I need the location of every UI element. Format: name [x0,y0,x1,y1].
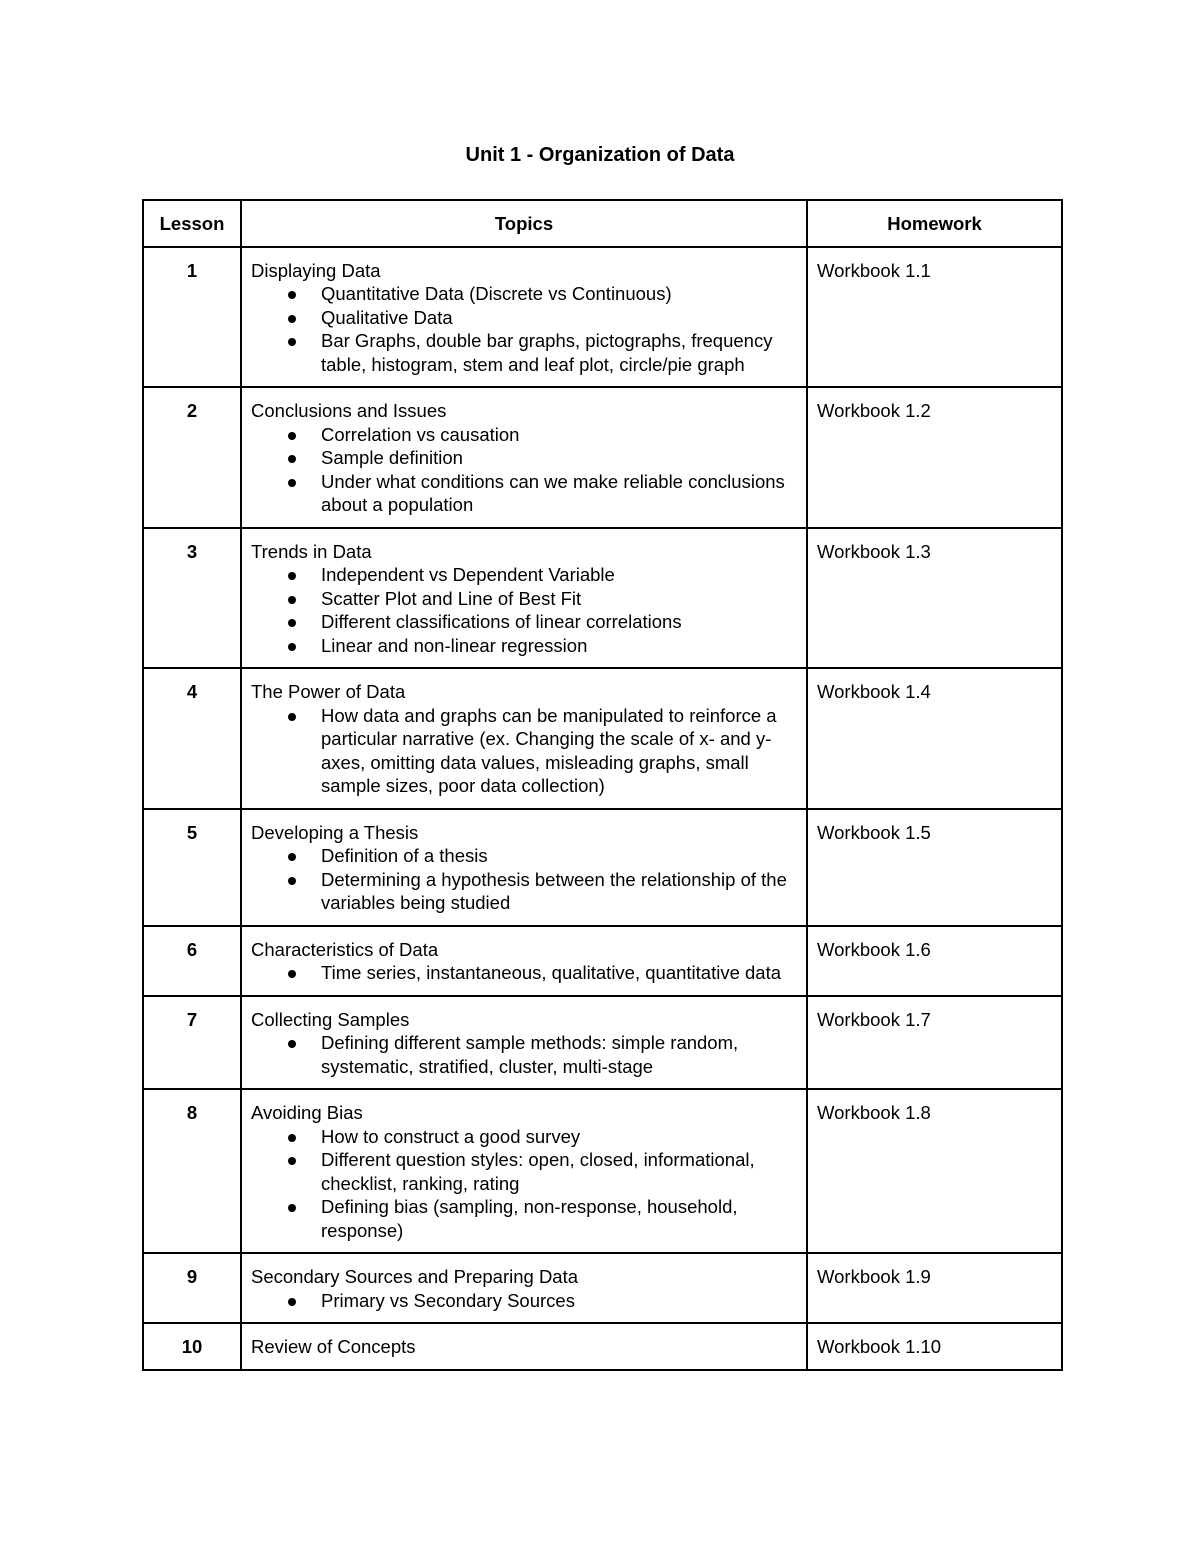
topic-bullet-list [251,282,797,376]
homework-cell: Workbook 1.3 [807,528,1062,669]
topic-bullet-item [321,1148,797,1195]
table-row [143,996,1062,1090]
topic-bullet-text: Different classifications of linear correlations [321,611,682,632]
topic-bullet-list [251,423,797,517]
bullet-icon [288,643,296,651]
topic-bullet-item [321,1289,797,1313]
topic-title: Developing a Thesis [251,821,419,843]
table-row [143,809,1062,926]
topic-title: Displaying Data [251,259,381,281]
topics-cell [241,809,807,926]
topic-bullet-text: Correlation vs causation [321,423,520,445]
topic-bullet-item [321,610,797,634]
topic-bullet-item [321,329,797,376]
page-title: Unit 1 - Organization of Data [465,144,735,166]
topic-bullet-text: How to construct a good survey [321,1125,581,1147]
topic-bullet-text: Defining different sample methods: simple random, systematic, stratified, cluster, multi-stage [321,1032,739,1077]
table-row [143,1323,1062,1370]
topic-bullet-list [251,1289,797,1313]
topic-bullet-list [251,563,797,657]
header-homework: Homework [807,200,1062,247]
topic-bullet-text: Quantitative Data (Discrete vs Continuous) [321,283,672,304]
topic-bullet-text: Linear and non-linear regression [321,634,588,656]
topic-title: Characteristics of Data [251,938,439,960]
bullet-icon [288,572,296,580]
bullet-icon [288,1040,296,1048]
topic-bullet-item [321,1125,797,1149]
topic-bullet-list [251,844,797,915]
table-header-row [143,200,1062,247]
topic-title: The Power of Data [251,681,406,702]
topic-bullet-text: Determining a hypothesis between the relationship of the variables being studied [321,868,787,913]
bullet-icon [288,479,296,487]
homework-cell: Workbook 1.7 [807,996,1062,1090]
table-row [143,387,1062,528]
homework-cell: Workbook 1.5 [807,809,1062,926]
table-row [143,926,1062,996]
topics-cell [241,387,807,528]
topics-cell [241,528,807,669]
bullet-icon [288,596,296,604]
table-row [143,1089,1062,1253]
topics-cell [241,247,807,388]
table-body [143,247,1062,1370]
bullet-icon [288,315,296,323]
topics-cell [241,1253,807,1323]
bullet-icon [288,338,296,346]
topic-bullet-text: Different question styles: open, closed, informational, checklist, ranking, rating [321,1149,755,1194]
bullet-icon [288,1157,296,1165]
homework-cell: Workbook 1.10 [807,1323,1062,1370]
bullet-icon [288,455,296,463]
topic-bullet-item [321,563,797,587]
topic-bullet-item [321,844,797,868]
topic-bullet-item [321,868,797,915]
homework-cell: Workbook 1.4 [807,668,1062,809]
lesson-number: 7 [143,996,241,1090]
topic-bullet-text: Sample definition [321,447,463,468]
topic-bullet-item [321,634,797,658]
bullet-icon [288,432,296,440]
topic-bullet-item [321,704,797,798]
topic-bullet-text: Scatter Plot and Line of Best Fit [321,587,582,609]
homework-cell: Workbook 1.2 [807,387,1062,528]
table-row [143,247,1062,388]
topic-bullet-text: Time series, instantaneous, qualitative, quantitative data [321,962,782,983]
header-lesson: Lesson [143,200,241,247]
topics-cell [241,1089,807,1253]
topic-bullet-text: Defining bias (sampling, non-response, household, response) [321,1196,738,1241]
lesson-number: 3 [143,528,241,669]
lesson-number: 4 [143,668,241,809]
homework-cell: Workbook 1.9 [807,1253,1062,1323]
lesson-table [142,199,1063,1371]
bullet-icon [288,713,296,721]
homework-cell: Workbook 1.1 [807,247,1062,388]
topic-bullet-list [251,704,797,798]
topic-bullet-item [321,306,797,330]
topic-bullet-item [321,282,797,306]
table-row [143,1253,1062,1323]
topic-bullet-item [321,470,797,517]
topic-bullet-item [321,423,797,447]
topic-bullet-text: Qualitative Data [321,306,453,328]
lesson-number: 5 [143,809,241,926]
topic-title: Collecting Samples [251,1008,410,1030]
topic-title: Secondary Sources and Preparing Data [251,1266,579,1287]
bullet-icon [288,1134,296,1142]
topics-cell [241,926,807,996]
bullet-icon [288,619,296,627]
topic-bullet-text: Primary vs Secondary Sources [321,1289,575,1311]
topic-bullet-list [251,1125,797,1243]
lesson-number: 2 [143,387,241,528]
topics-cell [241,1323,807,1370]
topic-bullet-item [321,961,797,985]
bullet-icon [288,1298,296,1306]
lesson-number: 9 [143,1253,241,1323]
lesson-number: 10 [143,1323,241,1370]
bullet-icon [288,853,296,861]
table-row [143,668,1062,809]
bullet-icon [288,877,296,885]
lesson-number: 6 [143,926,241,996]
topic-bullet-item [321,1195,797,1242]
topic-bullet-list [251,1031,797,1078]
table-row [143,528,1062,669]
bullet-icon [288,970,296,978]
topics-cell [241,996,807,1090]
homework-cell: Workbook 1.6 [807,926,1062,996]
topic-bullet-item [321,1031,797,1078]
topic-title: Conclusions and Issues [251,400,447,421]
lesson-number: 8 [143,1089,241,1253]
header-topics: Topics [241,200,807,247]
topic-bullet-item [321,587,797,611]
bullet-icon [288,291,296,299]
topic-bullet-text: Under what conditions can we make reliable conclusions about a population [321,470,785,515]
homework-cell: Workbook 1.8 [807,1089,1062,1253]
bullet-icon [288,1204,296,1212]
topic-bullet-text: Definition of a thesis [321,845,488,866]
topics-cell [241,668,807,809]
topic-title: Avoiding Bias [251,1102,363,1123]
topic-bullet-item [321,446,797,470]
topic-bullet-text: Independent vs Dependent Variable [321,564,615,585]
topic-bullet-text: Bar Graphs, double bar graphs, pictographs, frequency table, histogram, stem and leaf plot, circle/pie graph [321,330,773,375]
topic-title: Trends in Data [251,540,372,562]
topic-bullet-list [251,961,797,985]
topic-bullet-text: How data and graphs can be manipulated to reinforce a particular narrative (ex. Changing the scale of x- and y-axes, omitting data values, misleading graphs, small sample sizes, poor data collection) [321,704,777,796]
topic-title: Review of Concepts [251,1336,416,1357]
lesson-number: 1 [143,247,241,388]
